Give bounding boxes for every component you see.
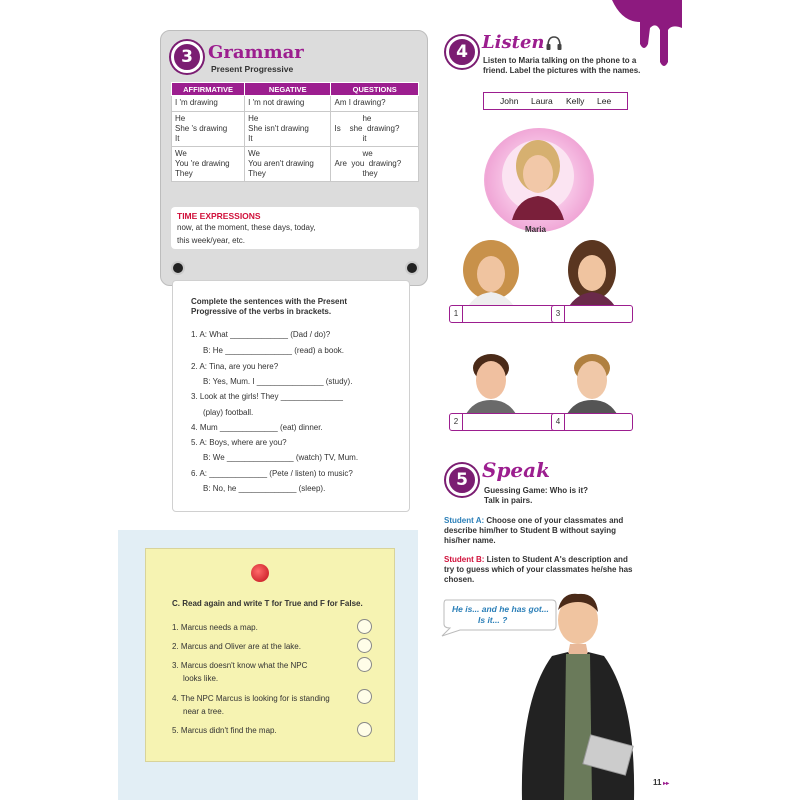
item-text: Marcus doesn't know what the NPC: [180, 661, 308, 670]
item-number: 5.: [191, 438, 198, 447]
time-expressions-line: this week/year, etc.: [177, 236, 246, 245]
bubble-text-line2: Is it... ?: [478, 615, 508, 625]
item-text: B: Yes, Mum. I _______________ (study).: [203, 377, 353, 386]
cell-line: They: [175, 169, 193, 178]
section-number-badge: 4: [446, 36, 478, 68]
label-box[interactable]: [551, 413, 633, 431]
item-text: looks like.: [183, 674, 219, 683]
table-cell: [245, 147, 331, 182]
grammar-title: Grammar: [208, 42, 304, 63]
item-text: A: Boys, where are you?: [199, 438, 287, 447]
cell-line: they: [362, 169, 378, 178]
speak-subtitle: Guessing Game: Who is it? Talk in pairs.: [484, 486, 589, 505]
speak-title: Speak: [482, 458, 550, 482]
item-text: A: _____________ (Pete / listen) to music?: [199, 469, 353, 478]
cell-line: She isn't drawing: [248, 124, 309, 133]
list-item: [191, 362, 278, 371]
header-questions: QUESTIONS: [331, 83, 419, 96]
list-item: [191, 423, 323, 432]
list-item: [203, 377, 352, 386]
grammar-table: [171, 82, 419, 182]
cell-line: he: [362, 114, 372, 123]
name-john: John: [500, 96, 519, 106]
listen-title: Listen: [482, 32, 545, 53]
cell-line: We: [248, 149, 260, 158]
item-text: B: We _______________ (watch) TV, Mum.: [203, 453, 359, 462]
time-expressions-box: [171, 207, 419, 249]
list-item: [172, 661, 307, 670]
table-cell: [245, 112, 331, 147]
page-number-text: 11: [653, 778, 662, 787]
item-text: Marcus needs a map.: [180, 623, 258, 632]
true-false-note: [145, 548, 395, 762]
list-item: [191, 438, 287, 447]
item-text: A: What _____________ (Dad / do)?: [199, 330, 331, 339]
table-cell: [331, 147, 419, 182]
list-item: [203, 346, 344, 355]
list-item: [191, 469, 353, 478]
item-number: 2.: [191, 362, 198, 371]
header-negative: NEGATIVE: [245, 83, 331, 96]
item-text: near a tree.: [183, 707, 224, 716]
item-text: Look at the girls! They ______________: [199, 392, 343, 401]
student-a-label: Student A:: [444, 516, 485, 525]
item-number: 4.: [191, 423, 198, 432]
item-text: Marcus didn't find the map.: [180, 726, 277, 735]
name-lee: Lee: [597, 96, 612, 106]
cell-line: Is she drawing?: [334, 124, 400, 133]
bubble-text-line1: He is... and he has got...: [452, 604, 549, 614]
student-b-instruction: [444, 555, 640, 585]
cell-line: They: [248, 169, 266, 178]
headphones-icon: [545, 35, 563, 51]
time-expressions-title: TIME EXPRESSIONS: [177, 211, 261, 221]
list-item: [183, 674, 218, 683]
item-text: The NPC Marcus is looking for is standing: [180, 694, 330, 703]
cell-line: it: [362, 134, 367, 143]
header-affirmative: AFFIRMATIVE: [172, 83, 245, 96]
rivet-icon: [171, 261, 185, 275]
label-number: 3: [552, 306, 565, 322]
name-list-box: [483, 92, 628, 110]
time-expressions-line: now, at the moment, these days, today,: [177, 223, 316, 232]
cell-line: You aren't drawing: [248, 159, 314, 168]
student-b-text: Listen to Student A's description and try to guess which of your classmates he/she has chosen.: [444, 555, 633, 584]
listen-instruction: Listen to Maria talking on the phone to a friend. Label the pictures with the names.: [483, 56, 641, 75]
table-cell: I 'm not drawing: [245, 96, 331, 112]
list-item: [203, 484, 325, 493]
label-number: 2: [450, 414, 463, 430]
exercise-instruction: Complete the sentences with the Present Progressive of the verbs in brackets.: [191, 297, 348, 316]
answer-circle[interactable]: [357, 722, 372, 737]
list-item: [191, 330, 330, 339]
item-number: 5.: [172, 726, 179, 735]
cell-line: He: [175, 114, 186, 123]
list-item: [203, 453, 358, 462]
list-item: [203, 408, 253, 417]
item-text: B: No, he _____________ (sleep).: [203, 484, 326, 493]
item-number: 2.: [172, 642, 179, 651]
maria-label: Maria: [525, 225, 546, 234]
cell-line: He: [248, 114, 259, 123]
rivet-icon: [405, 261, 419, 275]
grammar-subtitle: Present Progressive: [211, 64, 294, 74]
table-cell: Am I drawing?: [331, 96, 419, 112]
item-number: 4.: [172, 694, 179, 703]
section-number-badge: 3: [171, 41, 203, 73]
cell-line: we: [362, 149, 373, 158]
label-number: 4: [552, 414, 565, 430]
pushpin-icon: [251, 564, 269, 582]
table-cell: [172, 147, 245, 182]
list-item: [172, 694, 330, 703]
student-a-text: Choose one of your classmates and describe him/her to Student B without saying his/her name.: [444, 516, 624, 545]
item-number: 1.: [191, 330, 198, 339]
exercise-box: [172, 280, 410, 512]
girl-curly-hair-photo[interactable]: [455, 236, 527, 308]
boy-dark-hair-photo[interactable]: [455, 344, 527, 416]
section-number-badge: 5: [446, 464, 478, 496]
grammar-panel: [160, 30, 428, 286]
item-text: Mum _____________ (eat) dinner.: [199, 423, 323, 432]
answer-circle[interactable]: [357, 689, 372, 704]
student-b-label: Student B:: [444, 555, 485, 564]
name-laura: Laura: [531, 96, 553, 106]
cell-line: It: [175, 134, 180, 143]
answer-circle[interactable]: [357, 657, 372, 672]
cell-line: She 's drawing: [175, 124, 228, 133]
table-cell: [331, 112, 419, 147]
item-text: (play) football.: [203, 408, 254, 417]
answer-circle[interactable]: [357, 619, 372, 634]
maria-photo: [500, 130, 576, 220]
item-number: 3.: [191, 392, 198, 401]
table-cell: I 'm drawing: [172, 96, 245, 112]
list-item: [172, 726, 277, 735]
girl-dark-hair-photo[interactable]: [556, 236, 628, 308]
label-number: 1: [450, 306, 463, 322]
item-number: 3.: [172, 661, 179, 670]
label-box[interactable]: [551, 305, 633, 323]
note-instruction: C. Read again and write T for True and F for False.: [172, 599, 363, 608]
item-number: 6.: [191, 469, 198, 478]
list-item: [172, 642, 301, 651]
student-boy-illustration: [512, 590, 644, 800]
item-text: A: Tina, are you here?: [199, 362, 279, 371]
item-text: B: He _______________ (read) a book.: [203, 346, 344, 355]
cell-line: Are you drawing?: [334, 159, 402, 168]
answer-circle[interactable]: [357, 638, 372, 653]
item-text: Marcus and Oliver are at the lake.: [180, 642, 301, 651]
table-cell: [172, 112, 245, 147]
boy-blond-hair-photo[interactable]: [556, 344, 628, 416]
cell-line: It: [248, 134, 253, 143]
student-a-instruction: [444, 516, 640, 546]
list-item: [183, 707, 224, 716]
list-item: [172, 623, 258, 632]
name-kelly: Kelly: [566, 96, 585, 106]
cell-line: You 're drawing: [175, 159, 230, 168]
page-number: 11 ▸▸: [653, 778, 670, 787]
list-item: [191, 392, 343, 401]
cell-line: We: [175, 149, 187, 158]
item-number: 1.: [172, 623, 179, 632]
